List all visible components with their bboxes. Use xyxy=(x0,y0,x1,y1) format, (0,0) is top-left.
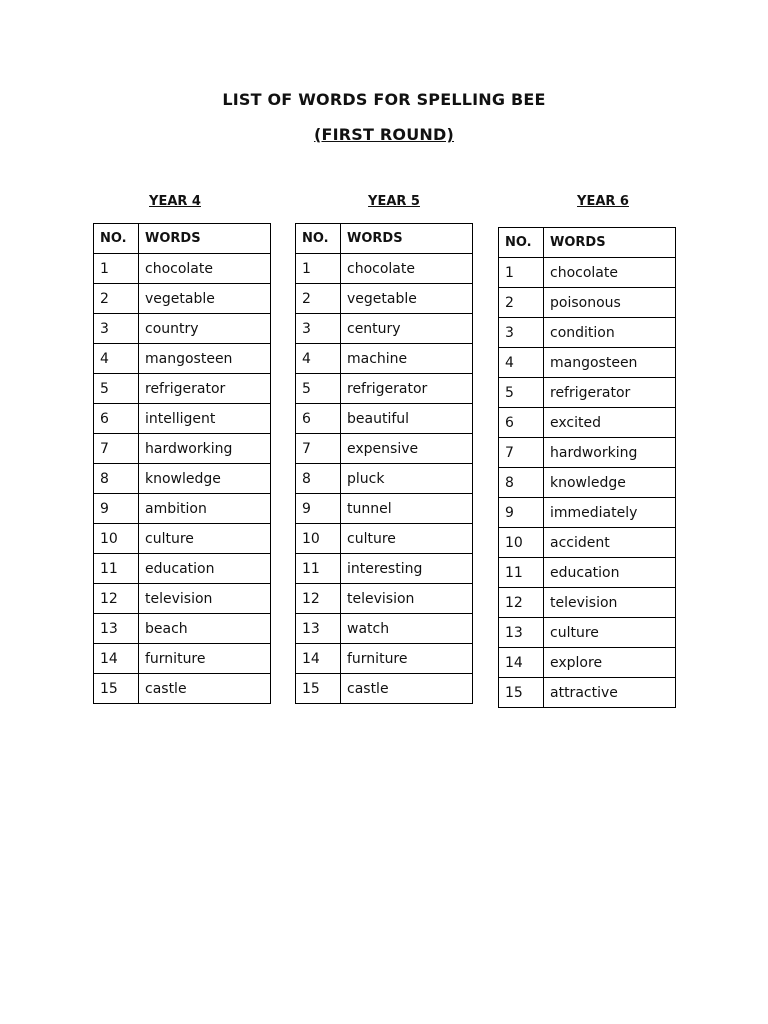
table-row xyxy=(499,258,676,288)
row-number: 11 xyxy=(296,554,341,584)
row-number: 5 xyxy=(499,378,544,408)
row-number: 9 xyxy=(499,498,544,528)
document-subtitle: (FIRST ROUND) xyxy=(313,125,455,144)
row-word: ambition xyxy=(139,494,271,524)
row-number: 3 xyxy=(94,314,139,344)
row-word: vegetable xyxy=(341,284,473,314)
row-word: attractive xyxy=(544,678,676,708)
table-row xyxy=(499,678,676,708)
word-table-year-5 xyxy=(295,223,473,704)
row-number: 14 xyxy=(499,648,544,678)
row-word: pluck xyxy=(341,464,473,494)
row-word: chocolate xyxy=(341,254,473,284)
row-number: 8 xyxy=(296,464,341,494)
table-header-row xyxy=(296,224,473,254)
table-row xyxy=(499,498,676,528)
row-word: beautiful xyxy=(341,404,473,434)
table-row xyxy=(94,644,271,674)
row-word: expensive xyxy=(341,434,473,464)
row-word: machine xyxy=(341,344,473,374)
table-header-row xyxy=(499,228,676,258)
row-word: television xyxy=(544,588,676,618)
table-row xyxy=(94,554,271,584)
row-number: 15 xyxy=(499,678,544,708)
row-word: education xyxy=(139,554,271,584)
row-word: immediately xyxy=(544,498,676,528)
row-word: beach xyxy=(139,614,271,644)
row-number: 4 xyxy=(296,344,341,374)
row-word: refrigerator xyxy=(139,374,271,404)
row-word: vegetable xyxy=(139,284,271,314)
row-number: 10 xyxy=(499,528,544,558)
table-row xyxy=(499,618,676,648)
row-number: 13 xyxy=(296,614,341,644)
table-row xyxy=(296,584,473,614)
table-row xyxy=(296,374,473,404)
row-number: 4 xyxy=(94,344,139,374)
table-row xyxy=(296,674,473,704)
row-number: 12 xyxy=(296,584,341,614)
word-table-year-4 xyxy=(93,223,271,704)
row-number: 14 xyxy=(94,644,139,674)
table-row xyxy=(499,348,676,378)
row-word: furniture xyxy=(341,644,473,674)
table-row xyxy=(296,614,473,644)
row-number: 8 xyxy=(499,468,544,498)
header-no: NO. xyxy=(94,224,139,254)
table-row xyxy=(94,284,271,314)
row-word: century xyxy=(341,314,473,344)
table-row xyxy=(296,434,473,464)
row-word: tunnel xyxy=(341,494,473,524)
row-number: 15 xyxy=(94,674,139,704)
row-number: 1 xyxy=(296,254,341,284)
row-number: 3 xyxy=(499,318,544,348)
table-row xyxy=(296,494,473,524)
header-words: WORDS xyxy=(544,228,676,258)
row-word: castle xyxy=(341,674,473,704)
row-word: refrigerator xyxy=(544,378,676,408)
row-number: 5 xyxy=(94,374,139,404)
row-number: 6 xyxy=(296,404,341,434)
table-row xyxy=(499,318,676,348)
row-number: 7 xyxy=(499,438,544,468)
year-heading: YEAR 5 xyxy=(368,194,420,209)
table-row xyxy=(94,614,271,644)
table-row xyxy=(296,644,473,674)
row-word: condition xyxy=(544,318,676,348)
header-no: NO. xyxy=(296,224,341,254)
row-number: 7 xyxy=(94,434,139,464)
table-row xyxy=(296,344,473,374)
row-word: culture xyxy=(544,618,676,648)
row-number: 13 xyxy=(499,618,544,648)
table-row xyxy=(499,408,676,438)
row-word: culture xyxy=(139,524,271,554)
table-row xyxy=(499,558,676,588)
row-number: 10 xyxy=(296,524,341,554)
row-word: furniture xyxy=(139,644,271,674)
row-number: 2 xyxy=(94,284,139,314)
row-word: intelligent xyxy=(139,404,271,434)
row-word: country xyxy=(139,314,271,344)
row-number: 6 xyxy=(499,408,544,438)
row-word: education xyxy=(544,558,676,588)
row-word: interesting xyxy=(341,554,473,584)
row-word: chocolate xyxy=(139,254,271,284)
table-row xyxy=(94,494,271,524)
row-word: television xyxy=(139,584,271,614)
row-number: 9 xyxy=(296,494,341,524)
table-row xyxy=(499,378,676,408)
row-number: 1 xyxy=(499,258,544,288)
row-word: television xyxy=(341,584,473,614)
table-row xyxy=(499,528,676,558)
table-row xyxy=(499,468,676,498)
table-row xyxy=(94,404,271,434)
table-row xyxy=(296,284,473,314)
row-word: mangosteen xyxy=(544,348,676,378)
row-word: excited xyxy=(544,408,676,438)
table-row xyxy=(499,588,676,618)
row-number: 12 xyxy=(94,584,139,614)
row-word: hardworking xyxy=(139,434,271,464)
row-number: 14 xyxy=(296,644,341,674)
row-number: 2 xyxy=(296,284,341,314)
table-row xyxy=(94,344,271,374)
table-row xyxy=(499,288,676,318)
table-row xyxy=(296,404,473,434)
table-row xyxy=(499,648,676,678)
table-row xyxy=(296,254,473,284)
row-word: refrigerator xyxy=(341,374,473,404)
row-number: 11 xyxy=(94,554,139,584)
table-row xyxy=(499,438,676,468)
table-row xyxy=(296,314,473,344)
header-no: NO. xyxy=(499,228,544,258)
row-number: 6 xyxy=(94,404,139,434)
year-heading: YEAR 6 xyxy=(577,194,629,209)
row-number: 4 xyxy=(499,348,544,378)
document-title: LIST OF WORDS FOR SPELLING BEE xyxy=(222,90,546,109)
row-word: knowledge xyxy=(139,464,271,494)
table-header-row xyxy=(94,224,271,254)
row-number: 2 xyxy=(499,288,544,318)
row-word: explore xyxy=(544,648,676,678)
row-number: 9 xyxy=(94,494,139,524)
row-number: 5 xyxy=(296,374,341,404)
row-word: mangosteen xyxy=(139,344,271,374)
table-row xyxy=(94,524,271,554)
row-number: 1 xyxy=(94,254,139,284)
table-row xyxy=(94,314,271,344)
header-words: WORDS xyxy=(341,224,473,254)
row-number: 3 xyxy=(296,314,341,344)
table-row xyxy=(296,554,473,584)
table-row xyxy=(94,254,271,284)
table-row xyxy=(296,464,473,494)
row-word: watch xyxy=(341,614,473,644)
row-word: chocolate xyxy=(544,258,676,288)
row-number: 8 xyxy=(94,464,139,494)
row-number: 11 xyxy=(499,558,544,588)
table-row xyxy=(94,584,271,614)
header-words: WORDS xyxy=(139,224,271,254)
row-number: 15 xyxy=(296,674,341,704)
row-word: accident xyxy=(544,528,676,558)
word-table-year-6 xyxy=(498,227,676,708)
year-heading: YEAR 4 xyxy=(149,194,201,209)
table-row xyxy=(94,374,271,404)
table-row xyxy=(94,464,271,494)
row-word: poisonous xyxy=(544,288,676,318)
row-word: castle xyxy=(139,674,271,704)
table-row xyxy=(94,674,271,704)
table-row xyxy=(94,434,271,464)
row-word: hardworking xyxy=(544,438,676,468)
table-row xyxy=(296,524,473,554)
row-word: culture xyxy=(341,524,473,554)
row-number: 13 xyxy=(94,614,139,644)
row-word: knowledge xyxy=(544,468,676,498)
row-number: 12 xyxy=(499,588,544,618)
row-number: 10 xyxy=(94,524,139,554)
row-number: 7 xyxy=(296,434,341,464)
